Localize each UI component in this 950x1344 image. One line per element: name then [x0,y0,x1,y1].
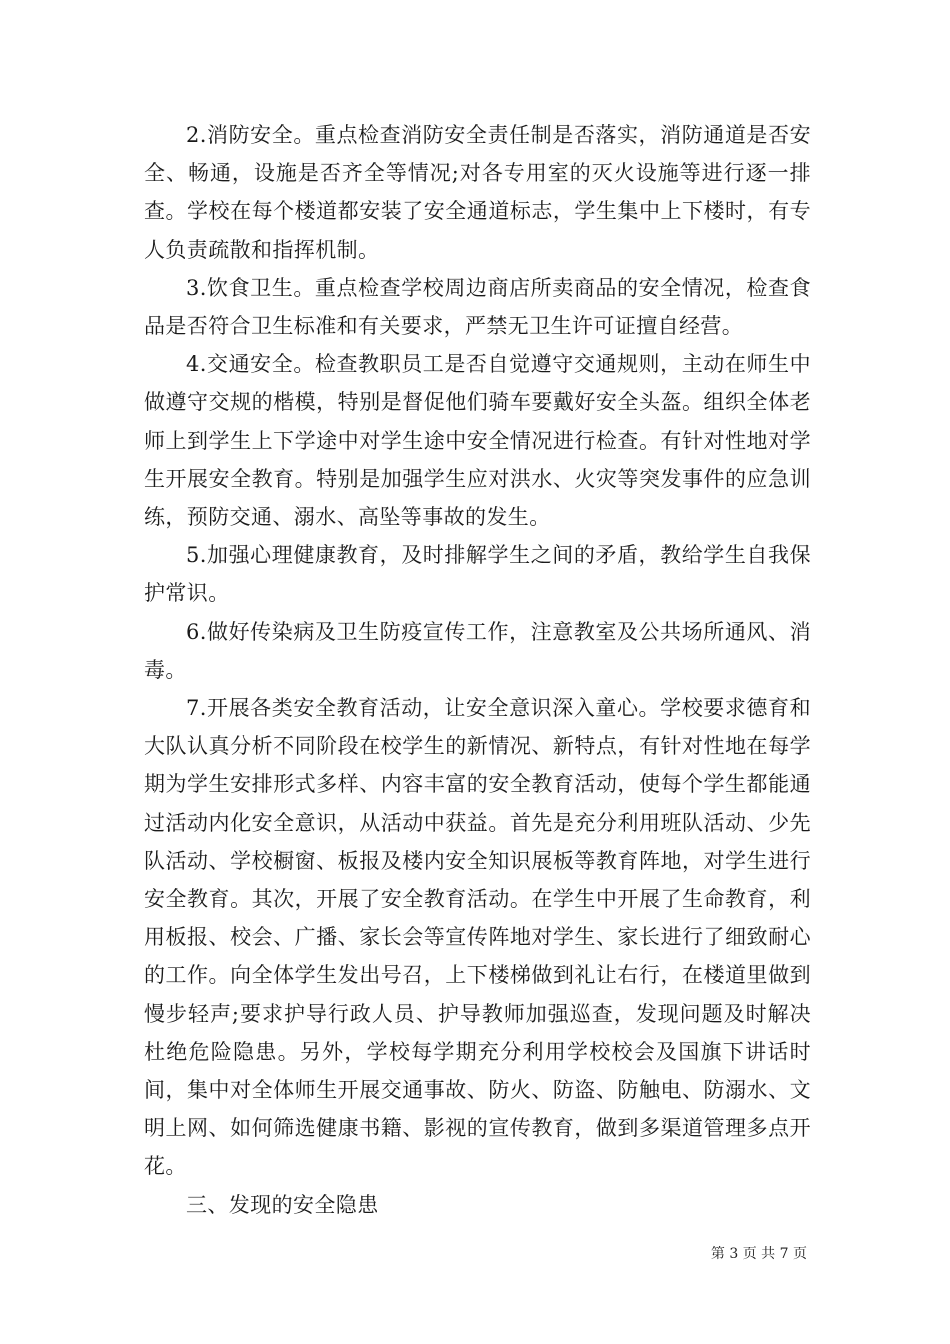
paragraph-fire-safety: 2.消防安全。重点检查消防安全责任制是否落实，消防通道是否安全、畅通，设施是否齐全等情况;对各专用室的灭火设施等进行逐一排查。学校在每个楼道都安装了安全通道标志，学生集中上下楼时，有专人负责疏散和指挥机制。 [144,123,811,262]
paragraph-epidemic-prevention: 6.做好传染病及卫生防疫宣传工作，注意教室及公共场所通风、消毒。 [144,619,811,682]
paragraph-traffic-safety: 4.交通安全。检查教职员工是否自觉遵守交通规则，主动在师生中做遵守交规的楷模，特别是督促他们骑车要戴好安全头盔。组织全体老师上到学生上下学途中对学生途中安全情况进行检查。有针对性地对学生开展安全教育。特别是加强学生应对洪水、火灾等突发事件的应急训练，预防交通、溺水、高坠等事故的发生。 [144,352,811,530]
paragraph-mental-health: 5.加强心理健康教育，及时排解学生之间的矛盾，教给学生自我保护常识。 [144,543,811,606]
paragraph-food-hygiene: 3.饮食卫生。重点检查学校周边商店所卖商品的安全情况，检查食品是否符合卫生标准和有关要求，严禁无卫生许可证擅自经营。 [144,275,811,339]
document-body [144,116,811,1224]
section-heading-hazards: 三、发现的安全隐患 [186,1192,379,1217]
paragraph-safety-activities: 7.开展各类安全教育活动，让安全意识深入童心。学校要求德育和大队认真分析不同阶段在校学生的新情况、新特点，有针对性地在每学期为学生安排形式多样、内容丰富的安全教育活动，使每个学生都能通过活动内化安全意识，从活动中获益。首先是充分利用班队活动、少先队活动、学校橱窗、板报及楼内安全知识展板等教育阵地，对学生进行安全教育。其次，开展了安全教育活动。在学生中开展了生命教育，利用板报、校会、广播、家长会等宣传阵地对学生、家长进行了细致耐心的工作。向全体学生发出号召，上下楼梯做到礼让右行，在楼道里做到慢步轻声;要求护导行政人员、护导教师加强巡查，发现问题及时解决杜绝危险隐患。另外，学校每学期充分利用学校校会及国旗下讲话时间，集中对全体师生开展交通事故、防火、防盗、防触电、防溺水、文明上网、如何筛选健康书籍、影视的宣传教育，做到多渠道管理多点开花。 [144,696,811,1179]
page-number-footer: 第 3 页 共 7 页 [710,1246,807,1262]
